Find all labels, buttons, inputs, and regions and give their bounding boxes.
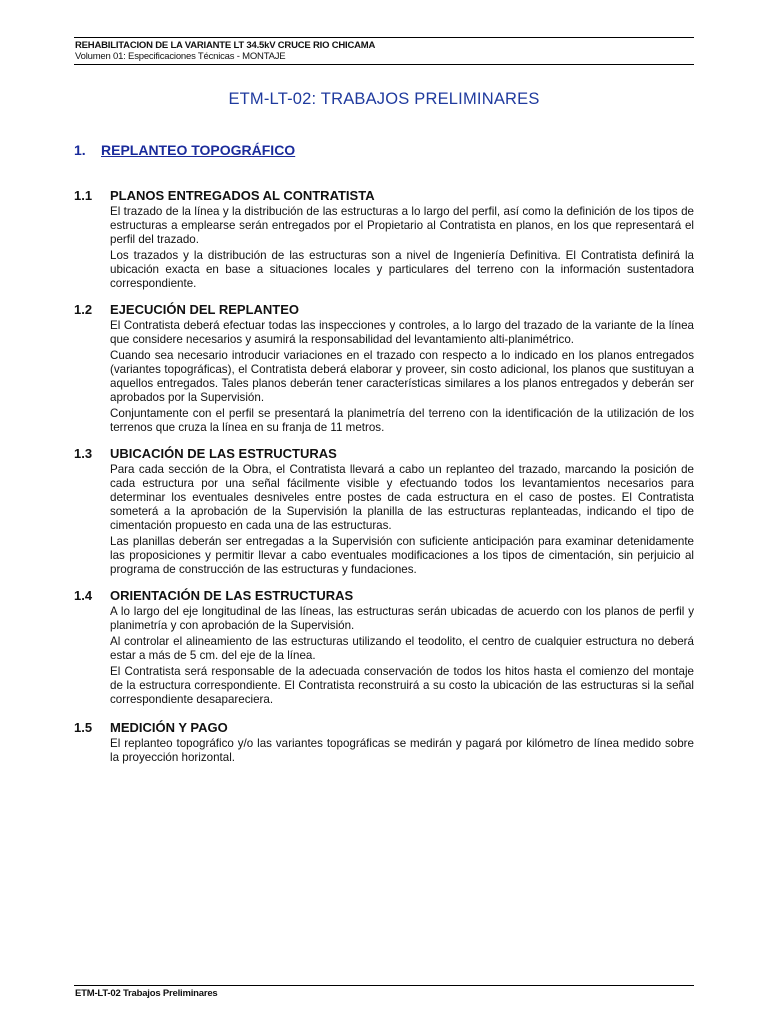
header-volume: Volumen 01: Especificaciones Técnicas - MONTAJE [75, 51, 286, 62]
subsection-heading [74, 587, 694, 605]
subsection-1-4 [74, 587, 694, 709]
section-title: REPLANTEO TOPOGRÁFICO [101, 142, 296, 158]
paragraph: Los trazados y la distribución de las estructuras son a nivel de Ingeniería Definitiva. El Contratista definirá la ubicación exacta en base a situaciones locales y particulares del terreno con la información sustentadora correspondiente. [110, 249, 694, 290]
subsection-1-2 [74, 301, 694, 437]
subsection-number: 1.5 [74, 720, 93, 735]
paragraph: El Contratista será responsable de la adecuada conservación de todos los hitos hasta el comienzo del montaje de la estructura correspondiente. El Contratista reconstruirá a su costo la ubicación de las estructuras si la señal correspondiente desapareciera. [110, 665, 694, 706]
paragraph: Las planillas deberán ser entregadas a la Supervisión con suficiente anticipación para examinar detenidamente las proposiciones y permitir llevar a cabo eventuales modificaciones a los tipos de cimentación, sin perjuicio al programa de construcción de las estructuras y fundaciones. [110, 535, 694, 576]
subsection-1-5 [74, 719, 694, 767]
subsection-number: 1.3 [74, 446, 93, 461]
subsection-heading [74, 301, 694, 319]
paragraph: Cuando sea necesario introducir variaciones en el trazado con respecto a lo indicado en los planos entregados (variantes topográficas), el Contratista deberá elaborar y proveer, sin costo adicional, los planos que sustituyan a aquellos entregados. Tales planos deberán tener características similares a los planos entregados y deberán ser aprobados por la Supervisión. [110, 349, 694, 404]
subsection-1-3 [74, 445, 694, 579]
subsection-heading [74, 187, 694, 205]
paragraph: Al controlar el alineamiento de las estructuras utilizando el teodolito, el centro de cualquier estructura no deberá estar a más de 5 cm. del eje de la línea. [110, 635, 694, 662]
subsection-title: PLANOS ENTREGADOS AL CONTRATISTA [110, 188, 375, 203]
paragraph: El Contratista deberá efectuar todas las inspecciones y controles, a lo largo del trazado de la variante de la línea que considere necesarios y asumirá la responsabilidad del levantamiento alti-planimétrico. [110, 319, 694, 346]
subsection-heading [74, 445, 694, 463]
subsection-title: EJECUCIÓN DEL REPLANTEO [110, 302, 300, 317]
footer-rule [74, 985, 694, 986]
subsection-number: 1.1 [74, 188, 93, 203]
paragraph: Para cada sección de la Obra, el Contratista llevará a cabo un replanteo del trazado, marcando la posición de cada estructura por una señal fácilmente visible y efectuando todos los levantamientos necesarios para determinar los eventuales desniveles entre postes de cada estructura en el caso de postes. El Contratista someterá a la aprobación de la Supervisión la planilla de las estructuras replanteadas, indicando el tipo de cimentación propuesto en cada una de las estructuras. [110, 463, 694, 532]
paragraph: Conjuntamente con el perfil se presentará la planimetría del terreno con la identificación de la utilización de los terrenos que cruza la línea en su franja de 11 metros. [110, 407, 694, 434]
subsection-title: UBICACIÓN DE LAS ESTRUCTURAS [110, 446, 337, 461]
subsection-number: 1.2 [74, 302, 93, 317]
subsection-number: 1.4 [74, 588, 93, 603]
subsection-1-1 [74, 187, 694, 293]
header-bottom-rule [74, 64, 694, 65]
header-project-title: REHABILITACION DE LA VARIANTE LT 34.5kV CRUCE RIO CHICAMA [75, 40, 376, 51]
header-top-rule [74, 37, 694, 38]
subsection-heading [74, 719, 694, 737]
subsection-title: MEDICIÓN Y PAGO [110, 720, 228, 735]
paragraph: A lo largo del eje longitudinal de las líneas, las estructuras serán ubicadas de acuerdo con los planos de perfil y planimetría y con aprobación de la Supervisión. [110, 605, 694, 632]
footer-text: ETM-LT-02 Trabajos Preliminares [75, 988, 218, 999]
section-heading [74, 142, 295, 158]
document-title: ETM-LT-02: TRABAJOS PRELIMINARES [228, 90, 540, 108]
paragraph: El replanteo topográfico y/o las variantes topográficas se medirán y pagará por kilómetro de línea medido sobre la proyección horizontal. [110, 737, 694, 764]
subsection-title: ORIENTACIÓN DE LAS ESTRUCTURAS [110, 588, 354, 603]
paragraph: El trazado de la línea y la distribución de las estructuras a lo largo del perfil, así como la definición de los tipos de estructuras a emplearse serán entregados por el Propietario al Contratista en planos, en los que representará el perfil del trazado. [110, 205, 694, 246]
section-number: 1. [74, 142, 86, 158]
